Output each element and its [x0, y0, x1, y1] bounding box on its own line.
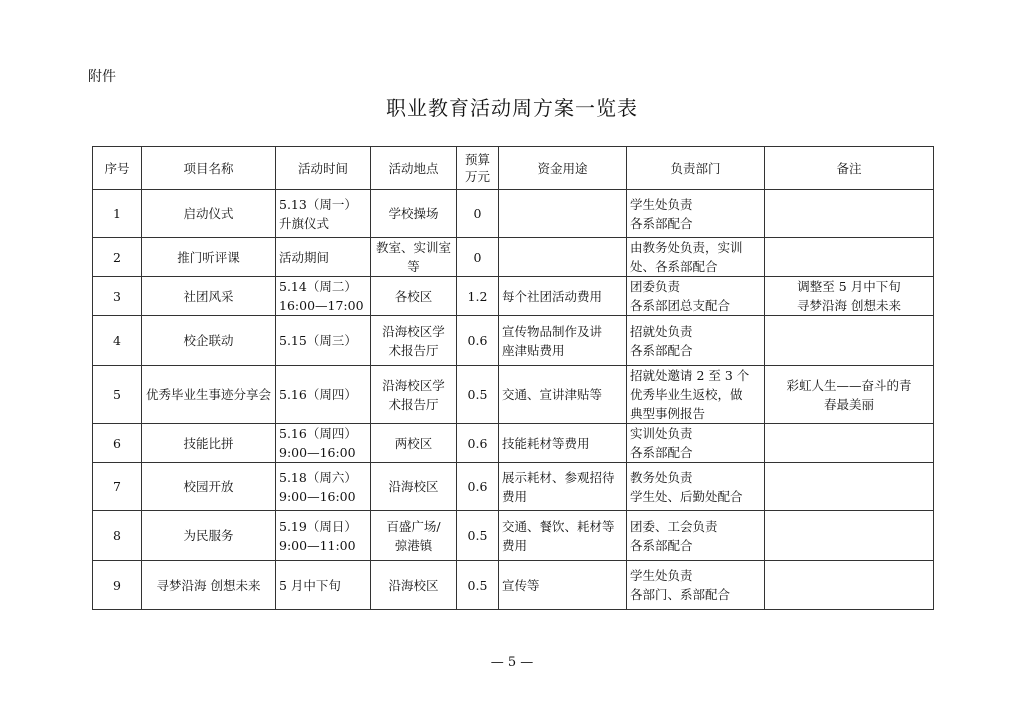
cell-dept-line: 各系部团总支配合: [630, 298, 731, 313]
cell-dept: [627, 316, 765, 366]
header-name: 项目名称: [142, 147, 276, 190]
cell-dept: [627, 366, 765, 424]
cell-no: 4: [93, 316, 142, 366]
cell-name: 推门听评课: [142, 238, 276, 277]
header-dept: 负责部门: [627, 147, 765, 190]
cell-place: [371, 190, 457, 238]
cell-no: 2: [93, 238, 142, 277]
cell-time-line: 5.18（周六）: [279, 469, 357, 485]
cell-note: [765, 424, 934, 463]
cell-time: [276, 424, 371, 463]
table-row: [93, 277, 934, 316]
cell-usage-line: 宣传等: [502, 577, 540, 593]
cell-note-line: 调整至 5 月中下旬: [797, 279, 901, 294]
cell-dept-line: 典型事例报告: [630, 406, 706, 421]
table-row: [93, 190, 934, 238]
cell-time-line: 9:00—16:00: [279, 445, 356, 460]
cell-usage-line: 交通、宣讲津贴等: [502, 387, 603, 402]
cell-place-line: 教室、实训室: [375, 240, 451, 255]
cell-place-line: 弶港镇: [394, 537, 433, 553]
cell-usage: [499, 190, 627, 238]
cell-budget: 0.5: [457, 366, 499, 424]
cell-note: [765, 561, 934, 610]
cell-usage-line: 交通、餐饮、耗材等: [502, 518, 615, 534]
cell-time: [276, 366, 371, 424]
cell-name: 校企联动: [142, 316, 276, 366]
cell-place: [371, 316, 457, 366]
cell-budget: 0.5: [457, 511, 499, 561]
cell-usage: [499, 316, 627, 366]
cell-place-line: 各校区: [394, 288, 433, 304]
cell-time-line: 5.14（周二）: [279, 279, 357, 294]
header-note: 备注: [765, 147, 934, 190]
cell-dept-line: 学生处负责: [630, 196, 693, 212]
cell-dept-line: 优秀毕业生返校，做: [630, 387, 743, 402]
cell-time-line: 升旗仪式: [279, 215, 330, 231]
cell-budget: 0.6: [457, 424, 499, 463]
cell-time: [276, 190, 371, 238]
cell-place: [371, 277, 457, 316]
cell-dept: [627, 190, 765, 238]
cell-time-line: 9:00—11:00: [279, 537, 356, 553]
cell-place: [371, 463, 457, 511]
cell-time-line: 5.16（周四）: [279, 387, 357, 402]
cell-no: 3: [93, 277, 142, 316]
cell-dept: [627, 238, 765, 277]
cell-place-line: 沿海校区: [388, 577, 439, 593]
cell-place-line: 术报告厅: [388, 342, 439, 358]
table-row: [93, 511, 934, 561]
cell-place: [371, 366, 457, 424]
cell-no: 8: [93, 511, 142, 561]
cell-usage: [499, 561, 627, 610]
cell-usage: [499, 366, 627, 424]
attachment-label: 附件: [88, 69, 116, 85]
cell-name: 技能比拼: [142, 424, 276, 463]
header-time: 活动时间: [276, 147, 371, 190]
cell-dept: [627, 424, 765, 463]
table-body: [93, 190, 934, 610]
table-header-row: [93, 147, 934, 190]
header-no: 序号: [93, 147, 142, 190]
cell-budget: 0.6: [457, 316, 499, 366]
cell-note: [765, 277, 934, 316]
cell-usage-line: 技能耗材等费用: [502, 435, 590, 451]
cell-dept-line: 教务处负责: [630, 469, 693, 485]
cell-time: [276, 238, 371, 277]
cell-name: 寻梦沿海 创想未来: [142, 561, 276, 610]
cell-no: 5: [93, 366, 142, 424]
header-usage: 资金用途: [499, 147, 627, 190]
cell-dept-line: 各系部配合: [630, 445, 693, 460]
cell-usage-line: 费用: [502, 488, 528, 504]
cell-note: [765, 316, 934, 366]
cell-time: [276, 316, 371, 366]
cell-no: 9: [93, 561, 142, 610]
cell-no: 1: [93, 190, 142, 238]
cell-name: 为民服务: [142, 511, 276, 561]
cell-usage-line: 展示耗材、参观招待: [502, 469, 615, 485]
cell-place-line: 两校区: [394, 435, 433, 451]
cell-dept: [627, 511, 765, 561]
cell-dept-line: 团委负责: [630, 279, 681, 294]
cell-place: [371, 424, 457, 463]
cell-time-line: 16:00—17:00: [279, 298, 364, 313]
cell-time-line: 5.15（周三）: [279, 333, 357, 348]
cell-place-line: 学校操场: [388, 206, 439, 221]
cell-dept-line: 由教务处负责，实训: [630, 240, 743, 255]
cell-dept-line: 学生处、后勤处配合: [630, 488, 743, 504]
cell-time: [276, 511, 371, 561]
cell-dept-line: 各系部配合: [630, 215, 693, 231]
cell-dept-line: 各系部配合: [630, 537, 693, 553]
cell-note-line: 春最美丽: [823, 396, 874, 412]
cell-dept: [627, 277, 765, 316]
header-budget: 预算 万元: [457, 147, 499, 190]
cell-place-line: 沿海校区学: [382, 377, 445, 393]
cell-time: [276, 561, 371, 610]
cell-dept-line: 实训处负责: [630, 426, 693, 441]
cell-usage: [499, 238, 627, 277]
cell-note-line: 寻梦沿海 创想未来: [797, 298, 901, 313]
cell-place-line: 等: [407, 259, 420, 274]
table-row: [93, 424, 934, 463]
cell-note: [765, 463, 934, 511]
table-row: [93, 463, 934, 511]
cell-budget: 1.2: [457, 277, 499, 316]
cell-usage: [499, 424, 627, 463]
cell-place-line: 沿海校区: [388, 479, 439, 494]
cell-usage: [499, 463, 627, 511]
page-number: — 5 —: [490, 655, 534, 670]
cell-usage: [499, 511, 627, 561]
cell-name: 校园开放: [142, 463, 276, 511]
cell-name: 社团风采: [142, 277, 276, 316]
cell-usage-line: 宣传物品制作及讲: [502, 323, 603, 339]
cell-place: [371, 561, 457, 610]
cell-dept-line: 学生处负责: [630, 568, 693, 583]
cell-time-line: 5.13（周一）: [279, 196, 357, 212]
cell-time-line: 活动期间: [279, 249, 330, 265]
cell-note: [765, 190, 934, 238]
table-row: [93, 316, 934, 366]
cell-dept-line: 各系部配合: [630, 342, 693, 358]
cell-no: 6: [93, 424, 142, 463]
cell-dept-line: 处、各系部配合: [630, 259, 718, 274]
cell-usage-line: 座津贴费用: [502, 342, 565, 358]
cell-usage-line: 费用: [502, 537, 528, 553]
cell-dept-line: 各部门、系部配合: [630, 587, 731, 602]
cell-note: [765, 238, 934, 277]
cell-time-line: 5 月中下旬: [279, 577, 341, 593]
header-place: 活动地点: [371, 147, 457, 190]
activity-plan-table: [92, 146, 934, 610]
table-row: [93, 238, 934, 277]
cell-name: 优秀毕业生事迹分享会: [142, 366, 276, 424]
cell-place: [371, 511, 457, 561]
document-title: 职业教育活动周方案一览表: [386, 96, 638, 120]
cell-budget: 0.5: [457, 561, 499, 610]
cell-time-line: 5.16（周四）: [279, 426, 357, 441]
cell-place-line: 沿海校区学: [382, 323, 445, 339]
cell-no: 7: [93, 463, 142, 511]
cell-dept: [627, 561, 765, 610]
table-row: [93, 561, 934, 610]
cell-note: [765, 366, 934, 424]
cell-budget: 0: [457, 190, 499, 238]
table-row: [93, 366, 934, 424]
cell-place: [371, 238, 457, 277]
cell-dept-line: 招就处负责: [630, 323, 693, 339]
cell-budget: 0.6: [457, 463, 499, 511]
cell-dept: [627, 463, 765, 511]
cell-time: [276, 277, 371, 316]
cell-time-line: 5.19（周日）: [279, 518, 357, 534]
cell-budget: 0: [457, 238, 499, 277]
cell-name: 启动仪式: [142, 190, 276, 238]
cell-dept-line: 招就处邀请 2 至 3 个: [630, 368, 750, 383]
cell-time: [276, 463, 371, 511]
cell-note-line: 彩虹人生——奋斗的青: [786, 377, 912, 393]
cell-note: [765, 511, 934, 561]
cell-usage: [499, 277, 627, 316]
cell-place-line: 百盛广场/: [386, 518, 441, 534]
cell-place-line: 术报告厅: [388, 396, 439, 412]
cell-usage-line: 每个社团活动费用: [502, 288, 603, 304]
cell-time-line: 9:00—16:00: [279, 488, 356, 504]
cell-dept-line: 团委、工会负责: [630, 518, 718, 534]
